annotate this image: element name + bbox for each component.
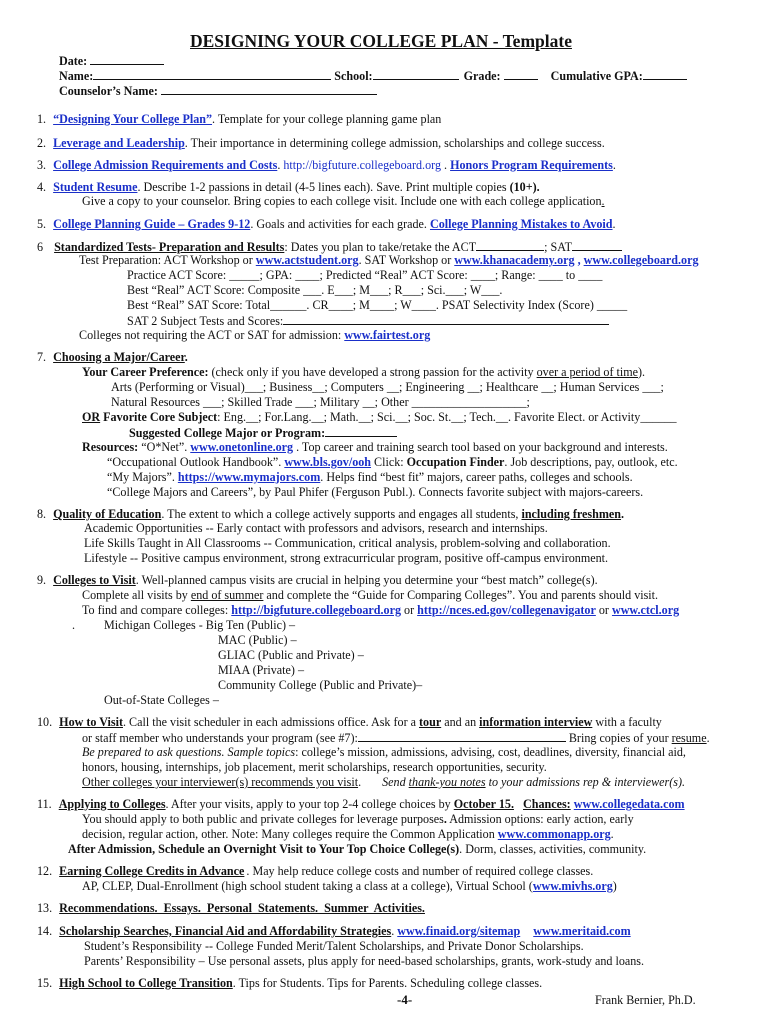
leverage-leadership-link[interactable]: Leverage and Leadership — [53, 136, 185, 150]
resources-line — [82, 440, 668, 454]
item-text: ) — [612, 879, 617, 893]
item-text: information interview — [479, 715, 593, 729]
applying-heading: Applying to Colleges — [58, 797, 166, 811]
item-text: . Job descriptions, pay, outlook, etc. — [504, 455, 678, 469]
item-number: 11. — [37, 797, 52, 811]
page-number: -4- — [397, 992, 413, 1007]
colleges-to-visit-heading: Colleges to Visit — [53, 573, 136, 587]
student-resume-link[interactable]: Student Resume — [53, 180, 138, 194]
grade-label: Grade: — [463, 69, 501, 83]
meritaid-link[interactable]: www.meritaid.com — [533, 924, 631, 938]
compare-colleges-line — [82, 603, 679, 617]
college-credits-heading: Earning College Credits in Advance — [59, 864, 245, 878]
author: Frank Bernier, Ph.D. — [595, 993, 696, 1007]
act-date-field[interactable] — [476, 239, 544, 251]
item-number: 6 — [37, 240, 44, 254]
item-9 — [37, 573, 598, 587]
item-text: . Tips for Students. Tips for Parents. Scheduling college classes. — [232, 976, 543, 990]
ctcl-link[interactable]: www.ctcl.org — [611, 603, 680, 617]
item-text: resume — [671, 731, 707, 745]
period: . — [612, 158, 616, 172]
school-label: School: — [334, 69, 373, 83]
label: Your Career Preference: — [82, 365, 209, 379]
item-text: Click: — [371, 455, 407, 469]
other-colleges-line — [82, 775, 685, 789]
ooh-line — [107, 455, 678, 469]
academic-line: Academic Opportunities -- Early contact with professors and advisors, research and internships. — [84, 521, 548, 535]
item-text: Admission options: early action, early — [446, 812, 634, 826]
suggested-major-line — [129, 425, 397, 440]
period: . — [706, 731, 710, 745]
item-text: or staff member who understands your program (see #7): — [82, 731, 358, 745]
item-number: 3. — [37, 158, 47, 172]
item-number: 10. — [37, 715, 53, 729]
mymajors-link[interactable]: https://www.mymajors.com — [177, 470, 321, 484]
best-sat-line: Best “Real” SAT Score: Total______. CR____; M____; W____. PSAT Selectivity Index (Score) _____ — [127, 298, 628, 312]
scholarship-heading: Scholarship Searches, Financial Aid and Affordability Strategies — [59, 924, 392, 938]
planning-mistakes-link[interactable]: College Planning Mistakes to Avoid — [429, 217, 613, 231]
item-text: (check only if you have developed a strong passion for the activity — [208, 365, 537, 379]
item-text: including freshmen — [521, 507, 622, 521]
mac-line: MAC (Public) – — [218, 633, 297, 647]
item-text: over a period of time — [536, 365, 639, 379]
topics-line: honors, housing, internships, job placement, merit scholarships, research opportunities, security. — [82, 760, 547, 774]
ap-clep-line — [82, 879, 617, 893]
phifer-line: “College Majors and Careers”, by Paul Phifer (Ferguson Publ.). Connects favorite subject with majors-careers. — [107, 485, 644, 499]
item-text: Give a copy to your counselor. Bring copies to each college visit. Include one with each college application — [82, 194, 602, 208]
item-text: After Admission, Schedule an Overnight Visit to Your Top Choice College(s) — [68, 842, 460, 856]
item-text: . Their importance in determining college admission, scholarships and college success. — [184, 136, 605, 150]
item-text: decision, regular action, other. Note: Many colleges require the Common Application — [82, 827, 498, 841]
career-areas-line-1: Arts (Performing or Visual)___; Business__; Computers __; Engineering __; Healthcare __; Human Services ___; — [111, 380, 664, 394]
test-prep-line — [79, 253, 699, 267]
recommendations-heading: Recommendations. Essays. Personal Statements. Summer Activities. — [59, 901, 425, 915]
date-field[interactable] — [59, 53, 164, 68]
life-skills-line: Life Skills Taught in All Classrooms -- Communication, critical analysis, problem-solving and collaboration. — [84, 536, 611, 550]
item-text: to your admissions rep & interviewer(s). — [485, 775, 685, 789]
practice-act-line: Practice ACT Score: _____; GPA: ____; Predicted “Real” ACT Score: ____; Range: ____ to ____ — [127, 268, 603, 282]
bigfuture-link[interactable]: http://bigfuture.collegeboard.org — [231, 603, 402, 617]
commonapp-link[interactable]: www.commonapp.org — [497, 827, 611, 841]
item-text: To find and compare colleges: — [82, 603, 232, 617]
item-text: . Helps find “best fit” majors, career paths, colleges and schools. — [320, 470, 633, 484]
favorite-subject-line — [82, 410, 677, 424]
item-text: . Template for your college planning game plan — [212, 112, 442, 126]
community-college-line: Community College (Public and Private)– — [218, 678, 423, 692]
item-number: 4. — [37, 180, 47, 194]
sat2-line — [127, 313, 609, 328]
item-4 — [37, 180, 540, 194]
name-row — [59, 68, 687, 83]
item-text: or — [595, 603, 612, 617]
item-text: and an — [441, 715, 480, 729]
item-number: 15. — [37, 976, 53, 990]
item-text: Bring copies of your — [565, 731, 672, 745]
collegenavigator-link[interactable]: http://nces.ed.gov/collegenavigator — [417, 603, 596, 617]
counselor-row — [59, 83, 377, 98]
item-text: Be prepared to ask questions. Sample topics — [82, 745, 296, 759]
gpa-label: Cumulative GPA: — [550, 69, 643, 83]
standardized-tests-heading: Standardized Tests- Preparation and Results — [54, 240, 285, 254]
or-label: OR — [82, 410, 101, 424]
period: . — [610, 827, 614, 841]
separator: . — [277, 158, 284, 172]
name-field[interactable] — [93, 68, 331, 80]
item-number: 7. — [37, 350, 47, 364]
label: Favorite Core Subject — [100, 410, 218, 424]
item-text: : Eng.__; For.Lang.__; Math.__; Sci.__; Soc. St.__; Tech.__. Favorite Elect. or Activity______ — [217, 410, 677, 424]
bls-link[interactable]: www.bls.gov/ooh — [284, 455, 372, 469]
item-text: Send — [382, 775, 409, 789]
finaid-link[interactable]: www.finaid.org/sitemap — [397, 924, 521, 938]
sat-label: ; SAT — [544, 240, 572, 254]
item-text: ). — [638, 365, 646, 379]
item-text: . May help reduce college costs and number of required college classes. — [246, 864, 594, 878]
item-6 — [37, 239, 622, 254]
item-text: . The extent to which a college actively supports and engages all students, — [161, 507, 522, 521]
item-text: thank-you notes — [408, 775, 486, 789]
how-to-visit-heading: How to Visit — [59, 715, 123, 729]
item-1 — [37, 112, 441, 126]
item-text: Complete all visits by — [82, 588, 191, 602]
gpa-field[interactable] — [643, 68, 687, 80]
parent-responsibility-line: Parents’ Responsibility – Use personal assets, plus apply for need-based scholarships, grants, work-study and loans. — [84, 954, 645, 968]
item-13 — [37, 901, 425, 915]
counselor-label: Counselor’s Name: — [59, 84, 158, 98]
item-text: AP, CLEP, Dual-Enrollment (high school student taking a class at a college), Virtual School ( — [82, 879, 533, 893]
chances-label: Chances: — [523, 797, 571, 811]
item-text: Test Preparation: ACT Workshop or — [79, 253, 256, 267]
item-number: 1. — [37, 112, 47, 126]
item-text: SAT 2 Subject Tests and Scores: — [127, 314, 284, 328]
period: . — [621, 507, 625, 521]
item-text: Other colleges your interviewer(s) recommends you visit — [82, 775, 359, 789]
item-number: 14. — [37, 924, 53, 938]
item-text: with a faculty — [592, 715, 662, 729]
item-7 — [37, 350, 188, 364]
separator: . — [391, 924, 398, 938]
item-text: . After your visits, apply to your top 2-4 college choices by — [165, 797, 454, 811]
item-3 — [37, 158, 616, 172]
item-text: . Describe 1-2 passions in detail (4-5 lines each). Save. Print multiple copies — [137, 180, 510, 194]
planning-guide-link[interactable]: College Planning Guide – Grades 9-12 — [53, 217, 251, 231]
questions-line — [82, 745, 686, 759]
admission-requirements-link[interactable]: College Admission Requirements and Costs — [53, 158, 278, 172]
item-4-line-2 — [82, 194, 605, 208]
fairtest-link[interactable]: www.fairtest.org — [344, 328, 431, 342]
grade-field[interactable] — [504, 68, 538, 80]
program-contact-field[interactable] — [358, 730, 566, 742]
onetonline-link[interactable]: www.onetonline.org — [190, 440, 294, 454]
suggested-major-field[interactable] — [325, 425, 397, 437]
michigan-colleges-line: Michigan Colleges - Big Ten (Public) – — [104, 618, 296, 632]
lifestyle-line: Lifestyle -- Positive campus environment, strong extracurricular program, positive off-campus environment. — [84, 551, 609, 565]
separator: . — [441, 158, 451, 172]
item-text: Colleges not requiring the ACT or SAT for admission: — [79, 328, 345, 342]
date-label: Date: — [59, 54, 88, 68]
item-number: 9. — [37, 573, 47, 587]
item-text: . Call the visit scheduler in each admissions office. Ask for a — [123, 715, 420, 729]
item-text: “O*Net”. — [138, 440, 191, 454]
counselor-field[interactable] — [161, 83, 377, 95]
designing-plan-link[interactable]: “Designing Your College Plan” — [53, 112, 213, 126]
item-text: . — [358, 775, 365, 789]
faculty-line — [82, 730, 710, 745]
no-test-required-line — [79, 328, 430, 342]
item-text: end of summer — [190, 588, 264, 602]
item-number: 2. — [37, 136, 47, 150]
period: . — [184, 350, 188, 364]
item-12 — [37, 864, 593, 878]
item-text: : college’s mission, admissions, advising, cost, deadlines, diversity, financial aid, — [295, 745, 686, 759]
visit-plan-line — [82, 588, 658, 602]
actstudent-link[interactable]: www.actstudent.org — [255, 253, 359, 267]
item-14 — [37, 924, 631, 938]
separator: , — [574, 253, 584, 267]
school-field[interactable] — [373, 68, 459, 80]
item-5 — [37, 217, 616, 231]
item-text: You should apply to both public and private colleges for leverage purposes — [82, 812, 444, 826]
item-number: 5. — [37, 217, 47, 231]
transition-heading: High School to College Transition — [59, 976, 233, 990]
career-areas-line-2: Natural Resources ___; Skilled Trade ___; Military __; Other ___________________; — [111, 395, 530, 409]
best-act-line: Best “Real” ACT Score: Composite ___. E___; M___; R___; Sci.___; W___. — [127, 283, 503, 297]
period: . — [443, 812, 447, 826]
copies-count: (10+). — [509, 180, 540, 194]
item-8 — [37, 507, 624, 521]
miaa-line: MIAA (Private) – — [218, 663, 304, 677]
bullet-dot: . — [72, 618, 76, 632]
item-number: 12. — [37, 864, 53, 878]
collegeboard-link[interactable]: www.collegeboard.org — [583, 253, 699, 267]
apply-both-line — [82, 812, 634, 826]
label: Suggested College Major or Program: — [129, 426, 326, 440]
mivhs-link[interactable]: www.mivhs.org — [532, 879, 613, 893]
item-number: 13. — [37, 901, 53, 915]
item-2 — [37, 136, 605, 150]
khanacademy-link[interactable]: www.khanacademy.org — [454, 253, 575, 267]
name-label: Name: — [59, 69, 94, 83]
deadline: October 15. — [453, 797, 514, 811]
item-text: tour — [419, 715, 442, 729]
item-text: “My Majors”. — [107, 470, 178, 484]
sat2-field[interactable] — [283, 313, 609, 325]
period: . — [601, 194, 605, 208]
item-text: and complete the “Guide for Comparing Colleges”. You and parents should visit. — [263, 588, 659, 602]
item-text: . SAT Workshop or — [358, 253, 455, 267]
collegedata-link[interactable]: www.collegedata.com — [573, 797, 685, 811]
career-preference-line — [82, 365, 645, 379]
item-text: or — [401, 603, 418, 617]
item-text: . Top career and training search tool based on your background and interests. — [293, 440, 668, 454]
item-15 — [37, 976, 542, 990]
overnight-visit-line — [68, 842, 646, 856]
mymajors-line — [107, 470, 633, 484]
occupation-finder: Occupation Finder — [406, 455, 505, 469]
item-text: “Occupational Outlook Handbook”. — [107, 455, 285, 469]
common-app-line — [82, 827, 614, 841]
out-of-state-line: Out-of-State Colleges – — [104, 693, 219, 707]
item-11 — [37, 797, 685, 811]
item-text: : Dates you plan to take/retake the ACT — [284, 240, 477, 254]
sat-date-field[interactable] — [572, 239, 622, 251]
item-text: . Goals and activities for each grade. — [250, 217, 430, 231]
bigfuture-url[interactable]: http://bigfuture.collegeboard.org — [283, 158, 441, 172]
item-text: . Dorm, classes, activities, community. — [459, 842, 647, 856]
item-text: . Well-planned campus visits are crucial in helping you determine your “best match” college(s). — [135, 573, 598, 587]
gliac-line: GLIAC (Public and Private) – — [218, 648, 364, 662]
student-responsibility-line: Student’s Responsibility -- College Funded Merit/Talent Scholarships, and Private Donor Scholarships. — [84, 939, 584, 953]
honors-requirements-link[interactable]: Honors Program Requirements — [450, 158, 613, 172]
choosing-major-heading: Choosing a Major/Career — [53, 350, 185, 364]
quality-education-heading: Quality of Education — [53, 507, 162, 521]
period: . — [612, 217, 616, 231]
label: Resources: — [82, 440, 139, 454]
item-number: 8. — [37, 507, 47, 521]
item-10 — [37, 715, 662, 729]
page-title: DESIGNING YOUR COLLEGE PLAN - Template — [190, 31, 572, 51]
